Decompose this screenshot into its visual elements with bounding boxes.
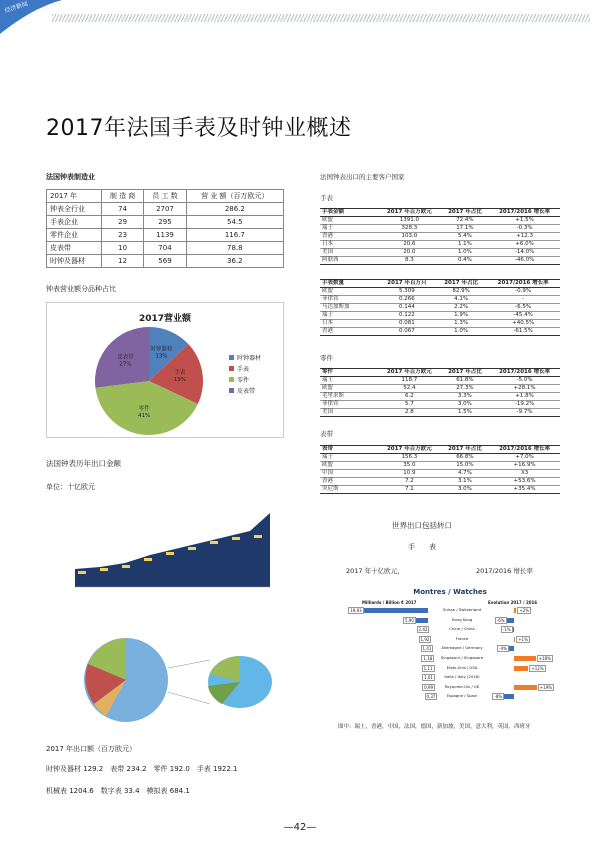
cell: 7.2 — [378, 478, 441, 486]
header-hatch — [52, 14, 590, 22]
cell: 2.2% — [436, 304, 486, 312]
table-row — [320, 288, 560, 296]
cell: 8.3 — [378, 257, 441, 265]
cell: 瑞士 — [320, 377, 378, 385]
world-growth-bar — [514, 656, 536, 661]
table-row — [320, 249, 560, 257]
cell: 瑞士 — [320, 454, 378, 462]
history-unit: 单位：十亿欧元 — [46, 483, 95, 491]
world-growth-label: +18% — [538, 656, 551, 661]
history-heading: 法国钟表历年出口金额 — [46, 459, 121, 468]
world-chart-box — [338, 586, 562, 708]
bottom-line-3: 机械表 1204.6 数字表 33.4 模拟表 684.1 — [46, 787, 190, 795]
cell: +1.5% — [489, 217, 560, 225]
world-growth-label: -6% — [496, 617, 505, 623]
col-header: 营 业 额（百万欧元） — [186, 190, 283, 203]
world-right-head: Evolution 2017 / 2016 — [488, 600, 538, 605]
cell: 0.266 — [378, 296, 436, 304]
pie-legend — [229, 353, 261, 397]
col-header: 制 造 商 — [101, 190, 143, 203]
table-row — [320, 304, 560, 312]
world-country-label: Singapour / Singapore — [440, 655, 484, 660]
cell: 82.9% — [436, 288, 486, 296]
world-note: 图中：瑞士，香港，中国，法国，德国，新加坡，美国，意大利，英国，西班牙 — [338, 724, 531, 730]
table-row — [320, 320, 560, 328]
cell: -46.0% — [489, 257, 560, 265]
table-row — [47, 203, 284, 216]
table-header-row — [47, 190, 284, 203]
cell: 突尼斯 — [320, 486, 378, 494]
table-row — [320, 470, 560, 478]
cell: 美国 — [320, 409, 378, 417]
world-country-label: Italie / Italy (2016) — [444, 674, 480, 680]
table-row — [320, 241, 560, 249]
cell: 10 — [101, 242, 143, 255]
cell: -0.3% — [489, 225, 560, 233]
pie-data-label: 时钟器材 — [150, 346, 173, 353]
world-value-label: 2,42 — [418, 627, 428, 633]
pie-title: 2017营业额 — [138, 314, 192, 324]
col-header: 2017 年百万欧元 — [378, 209, 441, 217]
world-value-label: 19,93 — [350, 608, 362, 613]
cell: 20.6 — [378, 241, 441, 249]
cell: 156.3 — [378, 454, 441, 462]
col-header: 2017/2016 增长率 — [489, 369, 560, 377]
world-growth-bar — [514, 637, 515, 642]
cell: 3.0% — [441, 401, 490, 409]
cell: 日本 — [320, 320, 378, 328]
cell: 1.0% — [441, 249, 490, 257]
world-country-label: Royaume-Uni / UK — [444, 683, 480, 689]
cell: +6.0% — [489, 241, 560, 249]
cell: +16.9% — [489, 462, 560, 470]
cell: 5.309 — [378, 288, 436, 296]
table-row — [320, 296, 560, 304]
col-header: 2017 年占比 — [441, 446, 490, 454]
page-number: —42— — [283, 822, 317, 833]
table-header-row — [320, 209, 560, 217]
cell: 52.4 — [378, 385, 441, 393]
parts-export-table — [320, 368, 560, 417]
cell: 15.0% — [441, 462, 490, 470]
table-header-row — [320, 446, 560, 454]
legend-item: 手表 — [229, 364, 261, 375]
col-header: 2017/2016 增长率 — [489, 209, 560, 217]
table-row — [47, 216, 284, 229]
table-header-row — [320, 369, 560, 377]
cell: 香港 — [320, 478, 378, 486]
strap-label: 表带 — [320, 430, 333, 438]
cell: 0.122 — [378, 312, 436, 320]
table-row — [320, 454, 560, 462]
table-row — [47, 242, 284, 255]
cell: 香港 — [320, 233, 378, 241]
col-header: 2017 年百万欧元 — [378, 446, 441, 454]
world-value-label: 0,37 — [426, 694, 436, 700]
watch-label: 手表 — [320, 194, 333, 202]
cell: 0.144 — [378, 304, 436, 312]
world-left-head: Milliards / Billion € 2017 — [362, 600, 417, 605]
page-title: 2017年法国手表及时钟业概述 — [46, 116, 352, 141]
cell: 4.7% — [441, 470, 490, 478]
col-header: 2017 年百万欧元 — [378, 369, 441, 377]
cell: 0.4% — [441, 257, 490, 265]
world-growth-label: +2% — [519, 608, 530, 613]
world-value-label: 1,11 — [423, 665, 433, 671]
world-growth-label: +1% — [518, 636, 528, 642]
cell: 4.1% — [436, 296, 486, 304]
table-row — [47, 229, 284, 242]
cell: 2.8 — [378, 409, 441, 417]
pie-data-label: 零件 — [138, 405, 150, 412]
cell: 马达加斯加 — [320, 304, 378, 312]
world-growth-bar — [514, 666, 528, 671]
col-header: 2017 年占比 — [441, 209, 490, 217]
parts-label: 零件 — [320, 354, 333, 362]
cell: 手表企业 — [47, 216, 102, 229]
cell: 1.1% — [441, 241, 490, 249]
world-growth-label: -4% — [499, 646, 507, 652]
export-pie-chart-image — [82, 628, 282, 732]
world-box-title: Montres / Watches — [413, 588, 487, 596]
world-country-label: Etats-Unis / USA — [446, 664, 478, 670]
table-row — [320, 478, 560, 486]
col-header: 2017 年 — [47, 190, 102, 203]
world-right-note: 2017/2016 增长率 — [476, 567, 533, 575]
table-row — [320, 401, 560, 409]
world-left-note: 2017 年十亿欧元， — [346, 567, 404, 575]
pie-data-label: 皮表带 — [117, 354, 134, 361]
cell: 116.7 — [186, 229, 283, 242]
col-header: 手表金额 — [320, 209, 378, 217]
strap-export-table — [320, 445, 560, 494]
cell: X3 — [489, 470, 560, 478]
cell: 17.1% — [441, 225, 490, 233]
cell: 3.1% — [441, 478, 490, 486]
table-row — [320, 377, 560, 385]
legend-item: 皮表带 — [229, 386, 261, 397]
bottom-line-1: 2017 年出口额（百万欧元） — [46, 745, 137, 753]
table-row — [320, 462, 560, 470]
table-row — [320, 393, 560, 401]
col-header: 零件 — [320, 369, 378, 377]
table-row — [320, 257, 560, 265]
cell: -19.2% — [489, 401, 560, 409]
world-value-label: 5,90 — [404, 617, 414, 623]
table-row — [320, 385, 560, 393]
cell: 27.3% — [441, 385, 490, 393]
world-growth-bar — [509, 646, 514, 651]
cell: 1.9% — [436, 312, 486, 320]
cell: 毛里求斯 — [320, 393, 378, 401]
cell: 欧盟 — [320, 217, 378, 225]
cell: 1.0% — [436, 328, 486, 336]
cell: 118.7 — [378, 377, 441, 385]
cell: 78.8 — [186, 242, 283, 255]
cell: 中国 — [320, 470, 378, 478]
cell: 1.3% — [436, 320, 486, 328]
cell: 29 — [101, 216, 143, 229]
cell: 时钟及器材 — [47, 255, 102, 268]
col-header: 2017 年占比 — [436, 280, 486, 288]
world-title: 世界出口包括转口 — [392, 521, 452, 530]
cell: +53.6% — [489, 478, 560, 486]
cell: 1391.0 — [378, 217, 441, 225]
col-header: 表带 — [320, 446, 378, 454]
col-header: 2017/2016 增长率 — [486, 280, 560, 288]
table-row — [320, 225, 560, 233]
cell: 23 — [101, 229, 143, 242]
pie-data-label: 19% — [173, 377, 187, 384]
world-value-label: 0,99 — [424, 684, 434, 690]
table-row — [47, 255, 284, 268]
cell: 1139 — [144, 229, 186, 242]
cell: 704 — [144, 242, 186, 255]
world-value-label: 1,18 — [423, 656, 433, 661]
cell: +35.4% — [489, 486, 560, 494]
cell: 286.2 — [186, 203, 283, 216]
cell: 61.8% — [441, 377, 490, 385]
pie-data-label: 13% — [155, 353, 168, 360]
world-growth-label: -1% — [502, 627, 511, 633]
cell: 7.1 — [378, 486, 441, 494]
cell: 66.8% — [441, 454, 490, 462]
cell: 菲律宾 — [320, 296, 378, 304]
pie-data-label: 27% — [119, 361, 132, 368]
table-row — [320, 312, 560, 320]
col-header: 2017 年占比 — [441, 369, 490, 377]
cell: 美国 — [320, 249, 378, 257]
pie-chart — [93, 325, 205, 437]
world-sub: 手 表 — [408, 543, 436, 551]
cell: -5.0% — [489, 377, 560, 385]
cell: +28.1% — [489, 385, 560, 393]
cell: 欧盟 — [320, 462, 378, 470]
cell: 菲律宾 — [320, 401, 378, 409]
cell: 12 — [101, 255, 143, 268]
watch-export-table — [320, 208, 560, 265]
pie-caption: 钟表营业额分品种占比 — [46, 285, 116, 293]
cell: 10.9 — [378, 470, 441, 478]
world-country-label: Allemagne / Germany — [441, 645, 483, 651]
pie-data-label: 41% — [137, 412, 151, 419]
col-header: 员 工 数 — [144, 190, 186, 203]
cell: 5.7 — [378, 401, 441, 409]
table-header-row — [320, 280, 560, 288]
table-row — [320, 217, 560, 225]
cell: 295 — [144, 216, 186, 229]
cell: 日本 — [320, 241, 378, 249]
cell: 零件企业 — [47, 229, 102, 242]
world-growth-label: +19% — [539, 684, 553, 690]
bottom-line-2: 时钟及器材 129.2 表带 234.2 零件 192.0 手表 1922.1 — [46, 765, 238, 773]
col-header: 手表数量 — [320, 280, 378, 288]
cell: -45.4% — [486, 312, 560, 320]
cell: +40.5% — [486, 320, 560, 328]
world-growth-label: +12% — [531, 665, 544, 671]
cell: 阿联酋 — [320, 257, 378, 265]
cell: +1.8% — [489, 393, 560, 401]
cell: 香港 — [320, 328, 378, 336]
world-country-label: Chine / China — [449, 626, 475, 632]
cell: 6.2 — [378, 393, 441, 401]
industry-heading: 法国钟表制造业 — [46, 173, 95, 181]
world-value-label: 1,01 — [424, 675, 433, 681]
cell: 103.0 — [378, 233, 441, 241]
cell: -14.0% — [489, 249, 560, 257]
cell: 欧盟 — [320, 288, 378, 296]
cell: 36.2 — [186, 255, 283, 268]
table-row — [320, 409, 560, 417]
cell: 35.0 — [378, 462, 441, 470]
world-growth-bar — [514, 608, 516, 613]
watch-quantity-table — [320, 279, 560, 336]
cell: 54.5 — [186, 216, 283, 229]
world-country-label: Suisse / Switzerland — [442, 607, 481, 612]
cell: 瑞士 — [320, 312, 378, 320]
cell: 3.0% — [441, 486, 490, 494]
world-country-label: Hong Kong — [451, 616, 473, 622]
table-row — [320, 328, 560, 336]
cell: +7.0% — [489, 454, 560, 462]
cell: 569 — [144, 255, 186, 268]
cell: -6.5% — [486, 304, 560, 312]
col-header: 2017/2016 增长率 — [489, 446, 560, 454]
cell: 0.081 — [378, 320, 436, 328]
cell: 瑞士 — [320, 225, 378, 233]
cell: -9.7% — [489, 409, 560, 417]
cell: 皮表带 — [47, 242, 102, 255]
world-growth-bar — [513, 627, 514, 632]
legend-item: 时钟器材 — [229, 353, 261, 364]
legend-item: 零件 — [229, 375, 261, 386]
cell: 欧盟 — [320, 385, 378, 393]
world-growth-bar — [514, 685, 537, 690]
world-country-label: France — [455, 635, 469, 641]
world-value-label: 1,92 — [420, 636, 430, 642]
cell: +12.3 — [489, 233, 560, 241]
cell: 74 — [101, 203, 143, 216]
pie-data-label: 手表 — [174, 370, 186, 377]
cell: 2707 — [144, 203, 186, 216]
history-area-chart-image — [70, 505, 280, 597]
cell: -0.9% — [486, 288, 560, 296]
cell: 3.3% — [441, 393, 490, 401]
world-growth-label: -8% — [494, 694, 503, 700]
pie-chart-box — [46, 302, 284, 438]
table-row — [320, 233, 560, 241]
col-header: 2017 年百万只 — [378, 280, 436, 288]
cell: 钟表全行业 — [47, 203, 102, 216]
cell: 5.4% — [441, 233, 490, 241]
cell: 20.0 — [378, 249, 441, 257]
cell: 328.3 — [378, 225, 441, 233]
world-country-label: Espagne / Spain — [446, 693, 478, 699]
right-heading: 法国钟表出口的主要客户国家 — [320, 173, 405, 181]
world-growth-bar — [504, 694, 514, 699]
cell: 72.4% — [441, 217, 490, 225]
cell: 1.5% — [441, 409, 490, 417]
cell: 0.067 — [378, 328, 436, 336]
cell: -61.5% — [486, 328, 560, 336]
cell: - — [486, 296, 560, 304]
table-row — [320, 486, 560, 494]
world-growth-bar — [507, 618, 514, 623]
corner-tab-label: 经济新闻 — [3, 0, 29, 15]
world-value-label: 1,41 — [422, 646, 432, 652]
industry-table — [46, 189, 284, 268]
